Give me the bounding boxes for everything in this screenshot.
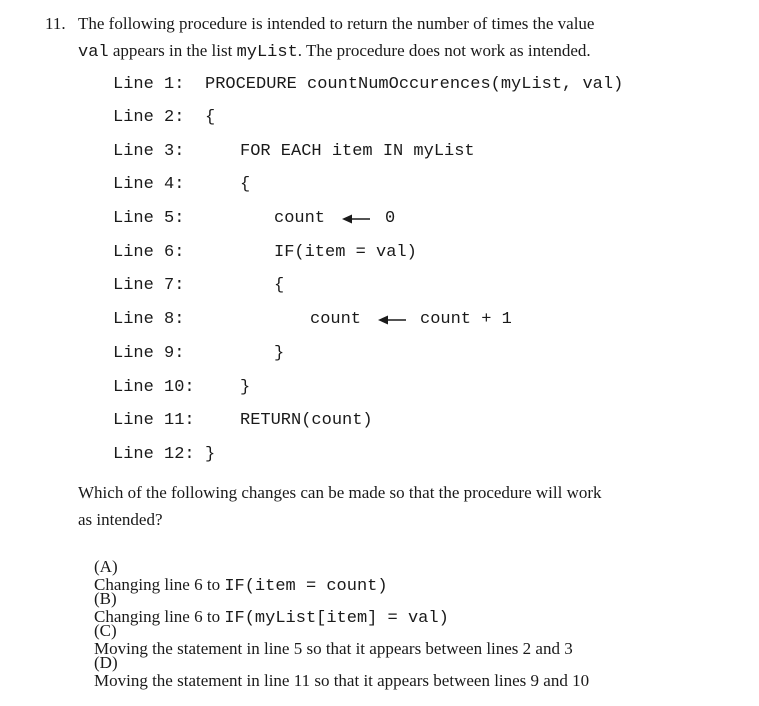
option-code: IF(item = count) [224, 577, 388, 596]
option-letter: (D) [94, 653, 118, 672]
question-stem-line2 [78, 42, 591, 61]
code-line-label: Line 3: [113, 142, 185, 161]
code-line-text-before: count [310, 310, 362, 329]
code-line-text: } [274, 344, 285, 363]
code-line-label: Line 8: [113, 310, 185, 329]
code-line-text: RETURN(count) [240, 411, 373, 430]
code-line-text: { [240, 175, 251, 194]
left-arrow-icon [378, 315, 406, 325]
option-code: IF(myList[item] = val) [224, 609, 449, 628]
option-text: Moving the statement in line 11 so that it appears between lines 9 and 10 [94, 671, 590, 690]
code-line-label: Line 1: [113, 75, 185, 94]
code-line-text: PROCEDURE countNumOccurences(myList, val) [205, 75, 624, 94]
option-letter: (B) [94, 589, 117, 608]
option-letter: (C) [94, 621, 117, 640]
option-text: Changing line 6 to [94, 575, 225, 594]
code-line-text: IF(item = val) [274, 243, 417, 262]
code-line-label: Line 6: [113, 243, 185, 262]
left-arrow-icon [342, 214, 370, 224]
code-line-label: Line 4: [113, 175, 185, 194]
option-text: Changing line 6 to [94, 607, 225, 626]
question-number: 11. [45, 14, 66, 33]
stem-text-1: appears in the list [108, 41, 237, 60]
prompt-line2: as intended? [78, 510, 163, 529]
code-line-label: Line 12: [113, 445, 195, 464]
code-line-label: Line 10: [113, 378, 195, 397]
code-line-label: Line 9: [113, 344, 185, 363]
option-letter: (A) [94, 557, 118, 576]
code-line-text-after: 0 [385, 209, 396, 228]
option-d[interactable] [78, 638, 589, 706]
code-line-label: Line 11: [113, 411, 195, 430]
stem-text-2: . The procedure does not work as intended. [297, 41, 591, 60]
code-line-label: Line 7: [113, 276, 185, 295]
code-line-text: } [240, 378, 251, 397]
option-text: Moving the statement in line 5 so that it appears between lines 2 and 3 [94, 639, 573, 658]
code-line-label: Line 5: [113, 209, 185, 228]
question-stem-line1: The following procedure is intended to return the number of times the value [78, 14, 595, 33]
stem-code-mylist: myList [236, 43, 298, 62]
stem-code-val: val [78, 43, 109, 62]
code-line-text: { [274, 276, 285, 295]
code-line-text: { [205, 108, 216, 127]
code-line-label: Line 2: [113, 108, 185, 127]
code-line-text-before: count [274, 209, 326, 228]
code-line-text: } [205, 445, 216, 464]
prompt-line1: Which of the following changes can be made so that the procedure will work [78, 483, 602, 502]
code-line-text: FOR EACH item IN myList [240, 142, 475, 161]
code-line-text-after: count + 1 [420, 310, 512, 329]
